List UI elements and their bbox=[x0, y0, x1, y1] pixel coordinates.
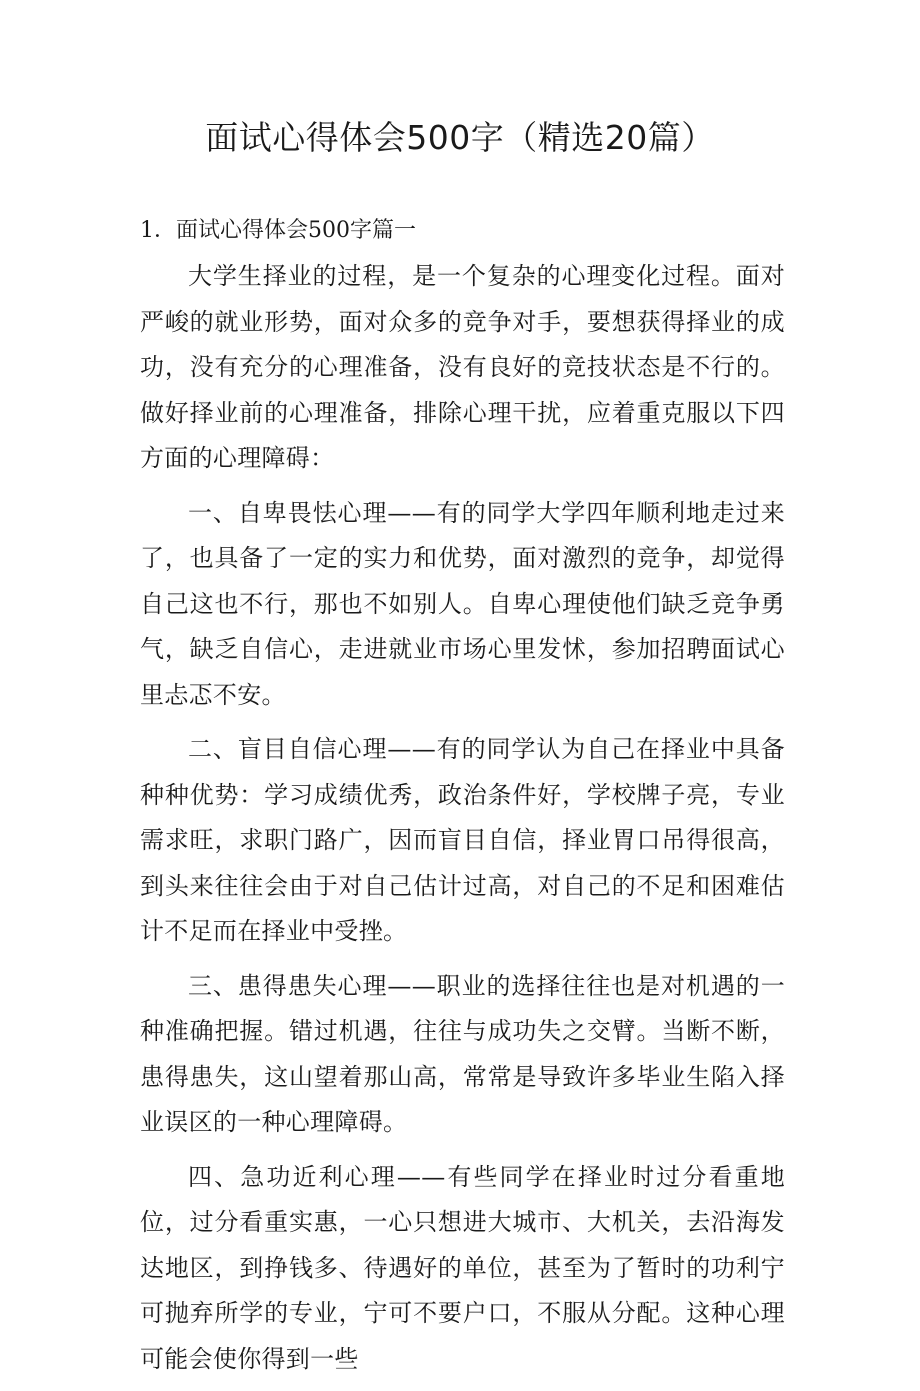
paragraph-point-2: 二、盲目自信心理——有的同学认为自己在择业中具备种种优势：学习成绩优秀，政治条件好，学校牌子亮，专业需求旺，求职门路广，因而盲目自信，择业胃口吊得很高，到头来往往会由于对自己估计过高，对自己的不足和困难估计不足而在择业中受挫。 bbox=[140, 735, 785, 945]
document-body bbox=[140, 254, 785, 1391]
paragraph-intro: 大学生择业的过程，是一个复杂的心理变化过程。面对严峻的就业形势，面对众多的竞争对手，要想获得择业的成功，没有充分的心理准备，没有良好的竞技状态是不行的。做好择业前的心理准备，排除心理干扰，应着重克服以下四方面的心理障碍： bbox=[140, 262, 785, 472]
document-title: 面试心得体会500字（精选20篇） bbox=[205, 118, 715, 157]
section-heading: 1．面试心得体会500字篇一 bbox=[140, 218, 416, 243]
paragraph-point-3: 三、患得患失心理——职业的选择往往也是对机遇的一种准确把握。错过机遇，往往与成功失之交臂。当断不断，患得患失，这山望着那山高，常常是导致许多毕业生陷入择业误区的一种心理障碍。 bbox=[140, 971, 785, 1136]
paragraph-point-4: 四、急功近利心理——有些同学在择业时过分看重地位，过分看重实惠，一心只想进大城市、大机关，去沿海发达地区，到挣钱多、待遇好的单位，甚至为了暂时的功利宁可抛弃所学的专业，宁可不要户口，不服从分配。这种心理可能会使你得到一些 bbox=[140, 1162, 785, 1373]
paragraph-point-1: 一、自卑畏怯心理——有的同学大学四年顺利地走过来了，也具备了一定的实力和优势，面对激烈的竞争，却觉得自己这也不行，那也不如别人。自卑心理使他们缺乏竞争勇气，缺乏自信心，走进就业市场心里发怵，参加招聘面试心里忐忑不安。 bbox=[140, 498, 785, 709]
